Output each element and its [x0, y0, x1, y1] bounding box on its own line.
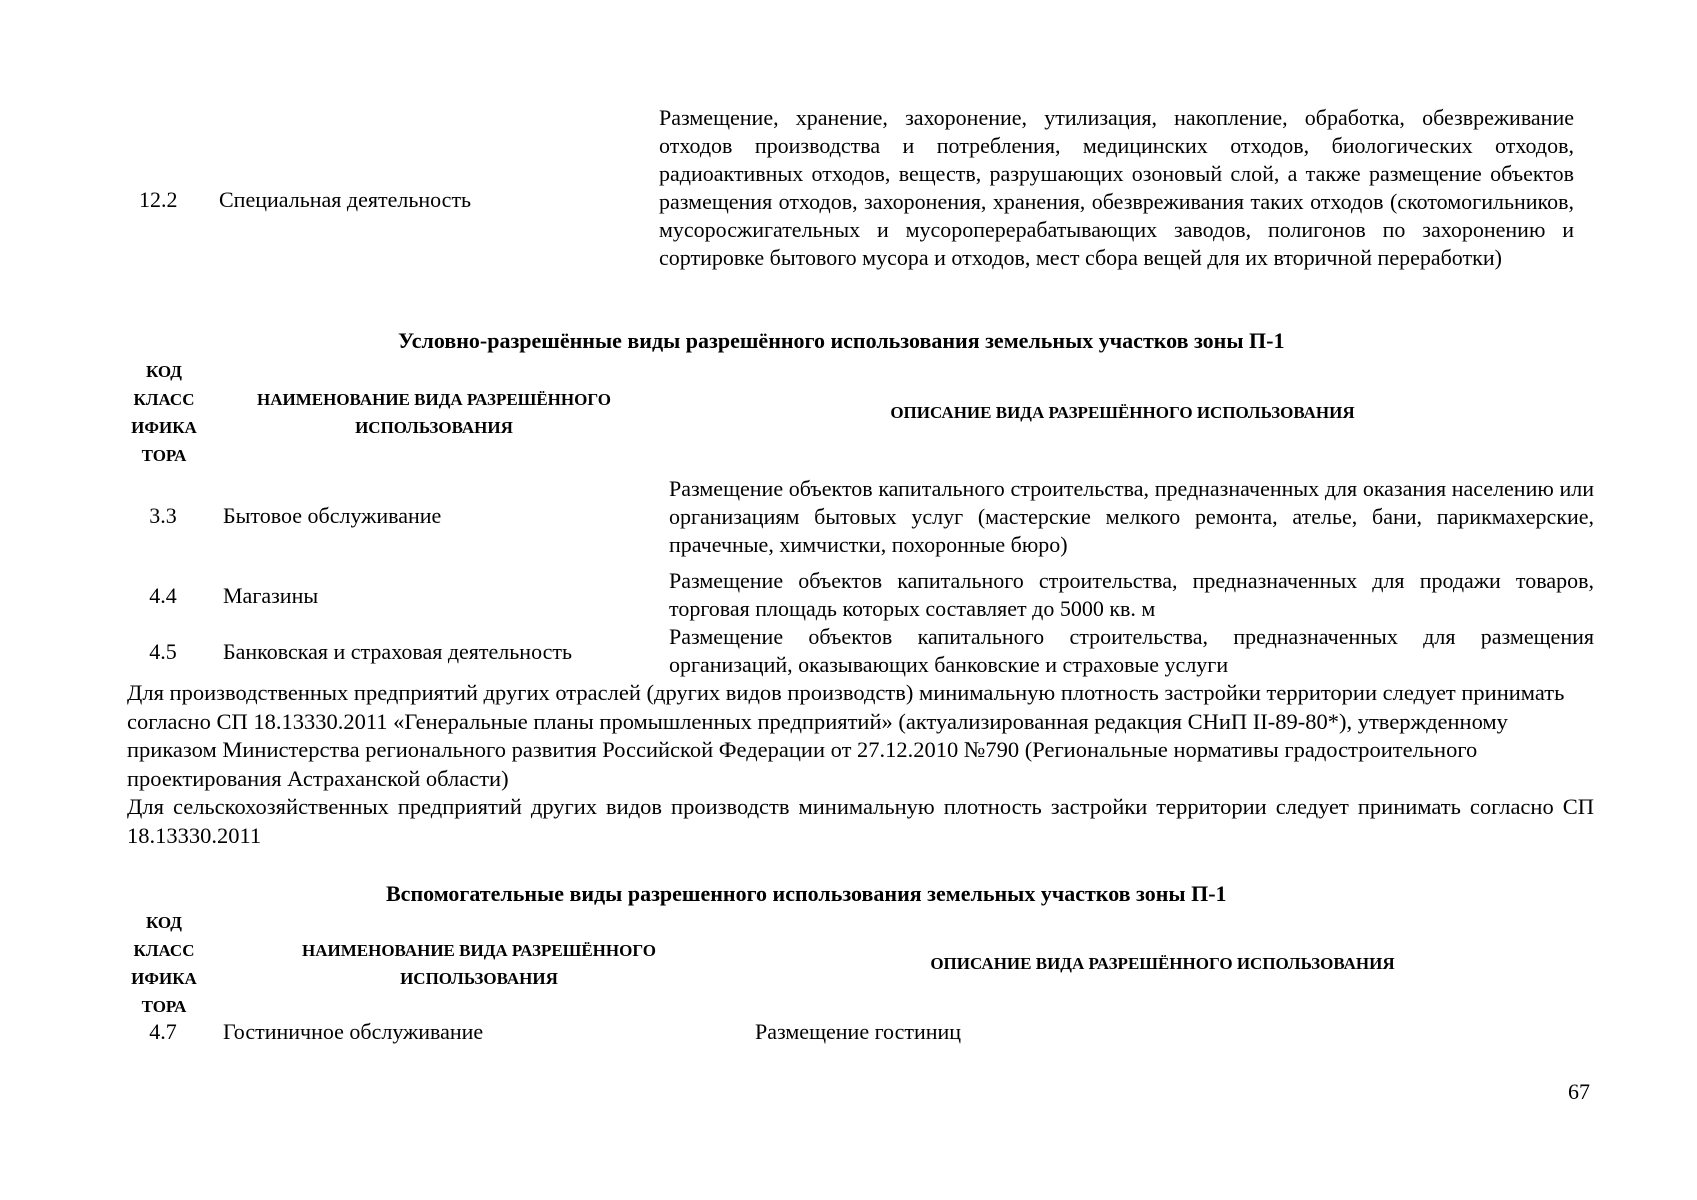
body-paragraph: Для сельскохозяйственных предприятий других видов производств минимальную плотность застройки территории следует принимать согласно СП 18.13330.2011 [127, 794, 1594, 848]
row-name: Бытовое обслуживание [223, 503, 442, 528]
row-name: Специальная деятельность [219, 187, 472, 212]
code-header-line: КЛАСС [133, 390, 195, 409]
section-title: Условно-разрешённые виды разрешённого использования земельных участков зоны П-1 [398, 328, 1285, 353]
description-column-header: ОПИСАНИЕ ВИДА РАЗРЕШЁННОГО ИСПОЛЬЗОВАНИЯ [890, 403, 1355, 422]
name-column-header: НАИМЕНОВАНИЕ ВИДА РАЗРЕШЁННОГО ИСПОЛЬЗОВАНИЯ [302, 941, 656, 988]
code-header-line: ИФИКА [131, 969, 197, 988]
name-column-header: НАИМЕНОВАНИЕ ВИДА РАЗРЕШЁННОГО ИСПОЛЬЗОВАНИЯ [257, 390, 611, 437]
row-name: Банковская и страховая деятельность [223, 639, 573, 664]
code-column-header [114, 909, 214, 1021]
row-description: Размещение гостиниц [755, 1019, 962, 1044]
row-description: Размещение, хранение, захоронение, утилизация, накопление, обработка, обезвреживание отходов производства и потребления, медицинских отходов, биологических отходов, радиоактивных отходов, веществ, разрушающих озоновый слой, а также размещение объектов размещения отходов, захоронения, хранения, обезвреживания таких отходов (скотомогильников, мусоросжигательных и мусороперерабатывающих заводов, полигонов по захоронению и сортировке бытового мусора и отходов, мест сбора вещей для их вторичной переработки) [659, 105, 1574, 270]
code-header-line: ТОРА [141, 446, 187, 465]
row-name: Гостиничное обслуживание [223, 1019, 484, 1044]
row-code: 12.2 [139, 187, 178, 212]
code-header-line: ТОРА [141, 997, 187, 1016]
row-code: 3.3 [149, 503, 177, 528]
body-paragraph: Для производственных предприятий других отраслей (других видов производств) минимальную плотность застройки территории следует принимать согласно СП 18.13330.2011 «Генеральные планы промышленных предприятий» (актуализированная редакция СНиП II-89-80*), утвержденному приказом Министерства регионального развития Российской Федерации от 27.12.2010 №790 (Региональные нормативы градостроительного проектирования Астраханской области) [127, 680, 1565, 791]
code-header-line: КОД [146, 913, 182, 932]
description-column-header: ОПИСАНИЕ ВИДА РАЗРЕШЁННОГО ИСПОЛЬЗОВАНИЯ [930, 954, 1395, 973]
code-header-line: КОД [146, 362, 182, 381]
row-name: Магазины [223, 583, 319, 608]
row-description: Размещение объектов капитального строительства, предназначенных для размещения организаций, оказывающих банковские и страховые услуги [669, 624, 1594, 677]
row-description: Размещение объектов капитального строительства, предназначенных для оказания населению или организациям бытовых услуг (мастерские мелкого ремонта, ателье, бани, парикмахерские, прачечные, химчистки, похоронные бюро) [669, 476, 1594, 557]
row-description: Размещение объектов капитального строительства, предназначенных для продажи товаров, торговая площадь которых составляет до 5000 кв. м [669, 568, 1594, 621]
section-title: Вспомогательные виды разрешенного использования земельных участков зоны П-1 [386, 881, 1227, 906]
code-header-line: ИФИКА [131, 418, 197, 437]
row-code: 4.4 [149, 583, 177, 608]
row-code: 4.5 [149, 639, 177, 664]
page-number: 67 [1568, 1079, 1590, 1104]
row-code: 4.7 [149, 1019, 177, 1044]
code-header-line: КЛАСС [133, 941, 195, 960]
code-column-header [114, 358, 214, 470]
